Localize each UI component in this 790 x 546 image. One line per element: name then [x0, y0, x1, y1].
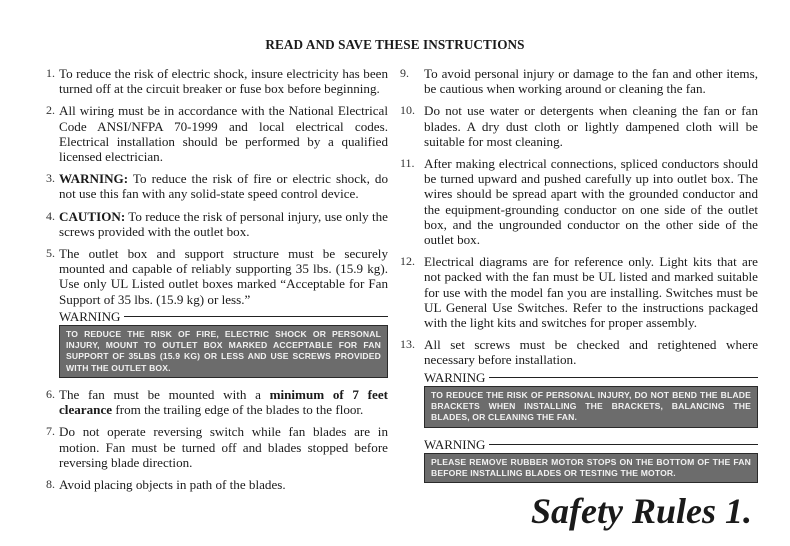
warning-box: PLEASE REMOVE RUBBER MOTOR STOPS ON THE BOTTOM OF THE FAN BEFORE INSTALLING BLADES OR TESTING THE MOTOR. — [424, 453, 758, 484]
item-number: 11. — [400, 156, 415, 171]
item-number: 6. — [46, 387, 55, 402]
list-item — [35, 246, 388, 307]
item-number: 3. — [46, 171, 55, 186]
item-text: All set screws must be checked and retightened where necessary before installation. — [424, 337, 758, 368]
list-item — [35, 477, 388, 492]
item-text: To reduce the risk of fire or electric shock, do not use this fan with any solid-state speed control device. — [59, 171, 388, 202]
item-number: 10. — [400, 103, 415, 118]
warning-block — [424, 437, 758, 484]
item-emphasis: WARNING: — [59, 171, 129, 187]
item-text: from the trailing edge of the blades to the floor. — [112, 402, 364, 418]
item-number: 4. — [46, 208, 55, 223]
item-text: To reduce the risk of electric shock, insure electricity has been turned off at the circuit breaker or fuse box before beginning. — [59, 66, 388, 97]
divider — [489, 377, 758, 378]
item-text: The outlet box and support structure must be securely mounted and capable of reliably supporting 35 lbs. (15.9 kg). Use only UL Listed outlet boxes marked “Acceptable for Fan Support of 35 lbs. (15.9 kg) or less.” — [59, 246, 388, 307]
item-number: 12. — [400, 254, 415, 269]
item-emphasis: minimum of 7 feet clearance — [59, 387, 388, 418]
list-item — [400, 103, 758, 149]
list-item — [35, 209, 388, 239]
warning-block — [424, 370, 758, 428]
item-text: To reduce the risk of personal injury, use only the screws provided with the outlet box. — [59, 208, 388, 239]
item-text: Do not operate reversing switch while fan blades are in motion. Fan must be turned off and blades stopped before reversing blade direction. — [59, 424, 388, 470]
warning-box: TO REDUCE THE RISK OF FIRE, ELECTRIC SHOCK OR PERSONAL INJURY, MOUNT TO OUTLET BOX MARKED ACCEPTABLE FOR FAN SUPPORT OF 35LBS (15.9 KG) OR LESS AND USE SCREWS PROVIDED WITH THE OUTLET BOX. — [59, 325, 388, 378]
item-text: The fan must be mounted with a — [59, 387, 270, 403]
item-text: All wiring must be in accordance with the National Electrical Code ANSI/NFPA 70-1999 and local electrical codes. Electrical installation should be performed by a qualified licensed electrician. — [59, 103, 388, 165]
list-item — [400, 254, 758, 330]
item-number: 9. — [400, 66, 409, 80]
list-item — [400, 66, 758, 96]
left-column — [35, 66, 388, 499]
warning-box: TO REDUCE THE RISK OF PERSONAL INJURY, DO NOT BEND THE BLADE BRACKETS WHEN INSTALLING THE BRACKETS, BALANCING THE BLADES, OR CLEANING THE FAN. — [424, 386, 758, 428]
item-text: Electrical diagrams are for reference only. Light kits that are not packed with the fan must be UL listed and marked suitable for use with the model fan you are installing. Switches must be UL General Use Switches. Refer to the instructions packaged with the light kits and switches for proper assembly. — [424, 254, 758, 331]
item-text: Avoid placing objects in path of the blades. — [59, 477, 286, 493]
item-text: Do not use water or detergents when cleaning the fan or fan blades. A dry dust cloth or lightly dampened cloth will be suitable for most cleaning. — [424, 103, 758, 149]
list-item — [35, 171, 388, 201]
list-item — [35, 387, 388, 417]
warning-label: WARNING — [424, 436, 486, 452]
item-number: 5. — [46, 246, 55, 261]
item-number: 7. — [46, 424, 55, 439]
item-number: 8. — [46, 477, 55, 492]
item-text: To avoid personal injury or damage to the fan and other items, be cautious when working around or cleaning the fan. — [424, 66, 758, 97]
item-number: 1. — [46, 66, 55, 80]
list-item — [35, 66, 388, 96]
list-item — [35, 424, 388, 470]
divider — [489, 444, 758, 445]
item-number: 13. — [400, 337, 415, 352]
warning-block — [59, 309, 388, 378]
list-item — [400, 156, 758, 247]
item-emphasis: CAUTION: — [59, 208, 126, 224]
page-title: READ AND SAVE THESE INSTRUCTIONS — [265, 37, 525, 52]
warning-label: WARNING — [424, 369, 486, 385]
list-item — [35, 103, 388, 164]
item-text: After making electrical connections, spliced conductors should be turned upward and pushed carefully up into outlet box. The wires should be spread apart with the grounded conductor and the equipment-grounding conductor on one side of the outlet box, and the ungrounded conductor on the other side of the outlet box. — [424, 156, 758, 248]
divider — [124, 316, 388, 317]
list-item — [400, 337, 758, 367]
item-number: 2. — [46, 103, 55, 118]
page-footer-title: Safety Rules 1. — [531, 491, 752, 531]
right-column — [400, 66, 758, 492]
warning-label: WARNING — [59, 308, 121, 324]
